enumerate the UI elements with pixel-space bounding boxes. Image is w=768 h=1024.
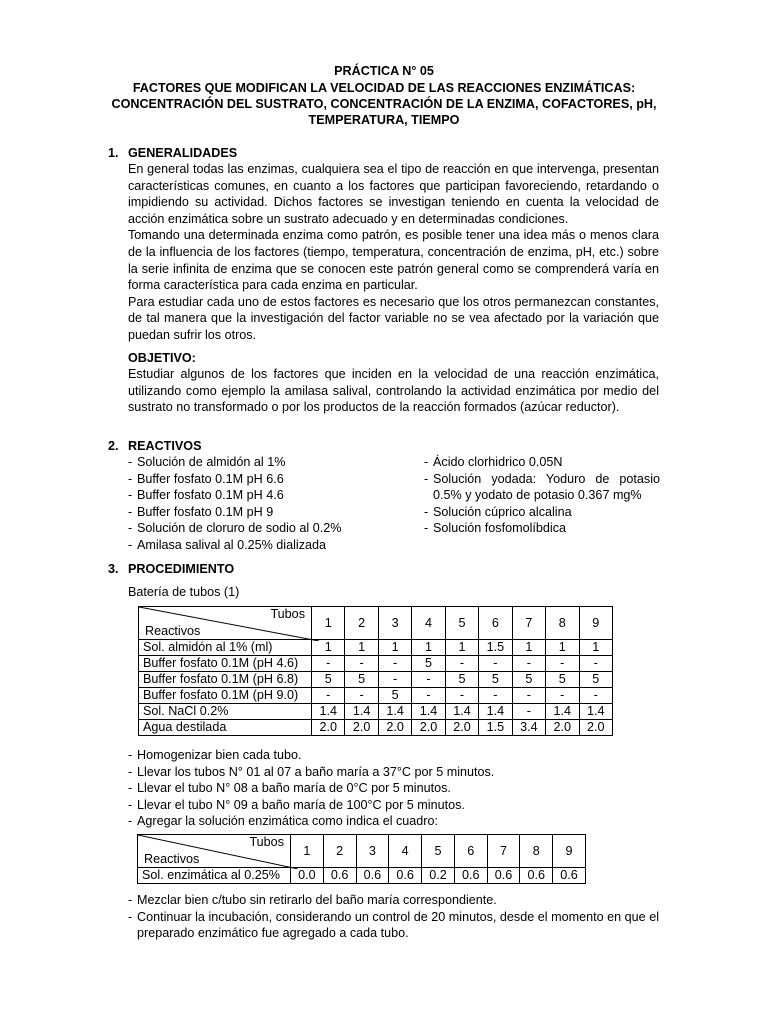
reagent-item: - Ácido clorhidrico 0.05N bbox=[424, 455, 563, 469]
row-label: Buffer fosfato 0.1M (pH 6.8) bbox=[139, 672, 312, 688]
reagent-item: - Buffer fosfato 0.1M pH 6.6 bbox=[128, 471, 284, 486]
section-number: 2. bbox=[108, 439, 119, 453]
table-row bbox=[139, 640, 613, 656]
table-cell: 1 bbox=[345, 640, 378, 656]
table-cell: 0.0 bbox=[291, 868, 324, 884]
tube-header: 3 bbox=[356, 835, 389, 868]
tube-header: 2 bbox=[323, 835, 356, 868]
steps-list-1 bbox=[128, 747, 668, 830]
reagent-item: - Buffer fosfato 0.1M pH 9 bbox=[128, 504, 274, 519]
tube-header: 7 bbox=[487, 835, 520, 868]
tube-header: 1 bbox=[312, 607, 345, 640]
table-cell: 0.6 bbox=[520, 868, 553, 884]
table-cell: - bbox=[546, 656, 579, 672]
corner-cell bbox=[138, 835, 291, 868]
section-number: 1. bbox=[108, 146, 119, 160]
tube-header: 9 bbox=[579, 607, 613, 640]
table-cell: - bbox=[512, 688, 545, 704]
table-cell: 2.0 bbox=[345, 720, 378, 736]
table-cell: 1.4 bbox=[345, 704, 378, 720]
tubes-table-2 bbox=[137, 834, 586, 884]
corner-bottom-label: Reactivos bbox=[145, 624, 201, 638]
corner-top-label: Tubos bbox=[270, 607, 305, 621]
table-cell: 1.4 bbox=[546, 704, 579, 720]
table-cell: 0.6 bbox=[323, 868, 356, 884]
corner-bottom-label: Reactivos bbox=[144, 852, 200, 866]
table-cell: 0.6 bbox=[553, 868, 586, 884]
table-row bbox=[139, 720, 613, 736]
step-item: - Continuar la incubación, considerando un control de 20 minutos, desde el momento en que el preparado enzimático fue agregado a cada tubo. bbox=[128, 909, 659, 941]
section-generalidades-heading bbox=[108, 145, 237, 162]
reagent-item: - Buffer fosfato 0.1M pH 4.6 bbox=[128, 488, 284, 503]
table-cell: - bbox=[378, 672, 411, 688]
row-label: Sol. enzimática al 0.25% bbox=[138, 868, 291, 884]
paragraph: Tomando una determinada enzima como patrón, es posible tener una idea más o menos clara de la influencia de los factores (tiempo, temperatura, concentración de enzima, pH, etc.) sobre la serie infinita de enzima que se conocen este patrón general como se comprenderá varía en forma característica para cada enzima en particular. bbox=[128, 228, 659, 293]
table-cell: - bbox=[345, 688, 378, 704]
table-cell: 1.4 bbox=[312, 704, 345, 720]
step-item: - Llevar el tubo N° 09 a baño maría de 100°C por 5 minutos. bbox=[128, 797, 465, 812]
table-cell: - bbox=[412, 688, 445, 704]
table-cell: 0.6 bbox=[487, 868, 520, 884]
table-cell: - bbox=[345, 656, 378, 672]
table-cell: 0.2 bbox=[422, 868, 455, 884]
section-title: GENERALIDADES bbox=[128, 146, 238, 160]
step-item: - Mezclar bien c/tubo sin retirarlo del baño maría correspondiente. bbox=[128, 893, 497, 907]
table-cell: 5 bbox=[312, 672, 345, 688]
table-cell: - bbox=[546, 688, 579, 704]
table-cell: 1 bbox=[312, 640, 345, 656]
tube-header: 5 bbox=[422, 835, 455, 868]
section-procedimiento-heading bbox=[108, 561, 234, 578]
tube-header: 4 bbox=[412, 607, 445, 640]
table-cell: 5 bbox=[512, 672, 545, 688]
table-cell: - bbox=[445, 656, 478, 672]
table-cell: 5 bbox=[345, 672, 378, 688]
tube-header: 2 bbox=[345, 607, 378, 640]
corner-cell bbox=[139, 607, 312, 640]
paragraph: En general todas las enzimas, cualquiera sea el tipo de reacción en que intervenga, presentan características comunes, en cuanto a los factores que participan favoreciendo, retardando o impidiendo su actividad. Dichos factores se investigan teniendo en cuenta la velocidad de acción enzimática sobre un sustrato adecuado y en determinadas condiciones. bbox=[128, 162, 659, 226]
reagent-item: - Solución yodada: Yoduro de potasio 0.5% y yodato de potasio 0.367 mg% bbox=[424, 471, 660, 503]
objetivo-heading: OBJETIVO: bbox=[128, 351, 196, 365]
tube-header: 8 bbox=[546, 607, 579, 640]
table-cell: 1.5 bbox=[479, 720, 512, 736]
table-cell: - bbox=[312, 688, 345, 704]
table-row bbox=[139, 704, 613, 720]
table-cell: 1 bbox=[378, 640, 411, 656]
table-cell: 5 bbox=[479, 672, 512, 688]
section-reactivos-heading bbox=[108, 438, 201, 455]
table-cell: - bbox=[412, 672, 445, 688]
reagent-item: - Solución fosfomolíbdica bbox=[424, 521, 567, 536]
table-cell: 1.4 bbox=[479, 704, 512, 720]
table-row bbox=[139, 656, 613, 672]
table-cell: 2.0 bbox=[546, 720, 579, 736]
row-label: Sol. NaCl 0.2% bbox=[139, 704, 312, 720]
row-label: Agua destilada bbox=[139, 720, 312, 736]
bateria-label: Batería de tubos (1) bbox=[128, 585, 240, 599]
table-cell: - bbox=[445, 688, 478, 704]
reagent-item: - Solución de almidón al 1% bbox=[128, 455, 286, 469]
row-label: Sol. almidón al 1% (ml) bbox=[139, 640, 312, 656]
title-line-2: CONCENTRACIÓN DEL SUSTRATO, CONCENTRACIÓN DE LA ENZIMA, COFACTORES, pH, bbox=[111, 97, 657, 111]
table-cell: 1.4 bbox=[412, 704, 445, 720]
table-header-row bbox=[138, 835, 586, 868]
tube-header: 9 bbox=[553, 835, 586, 868]
practice-number: PRÁCTICA N° 05 bbox=[334, 64, 434, 78]
tube-header: 1 bbox=[291, 835, 324, 868]
tube-header: 6 bbox=[479, 607, 512, 640]
table-cell: 1 bbox=[512, 640, 545, 656]
table-cell: 2.0 bbox=[312, 720, 345, 736]
table-cell: 3.4 bbox=[512, 720, 545, 736]
row-label: Buffer fosfato 0.1M (pH 4.6) bbox=[139, 656, 312, 672]
table-cell: 0.6 bbox=[356, 868, 389, 884]
objetivo-text: Estudiar algunos de los factores que inciden en la velocidad de una reacción enzimática, utilizando como ejemplo la amilasa salival, controlando la actividad enzimática por medio del sustrato no transformado o por los productos de la reacción formados (azúcar reductor). bbox=[128, 367, 659, 415]
tube-header: 6 bbox=[454, 835, 487, 868]
tube-header: 5 bbox=[445, 607, 478, 640]
step-item: - Homogenizar bien cada tubo. bbox=[128, 748, 302, 762]
table-cell: 1.4 bbox=[378, 704, 411, 720]
table-cell: 5 bbox=[412, 656, 445, 672]
table-cell: 2.0 bbox=[445, 720, 478, 736]
table-row bbox=[139, 672, 613, 688]
section-title: REACTIVOS bbox=[128, 439, 202, 453]
step-item: - Llevar el tubo N° 08 a baño maría de 0°C por 5 minutos. bbox=[128, 781, 451, 796]
table-cell: - bbox=[579, 688, 613, 704]
reagent-item: - Solución de cloruro de sodio al 0.2% bbox=[128, 521, 342, 536]
steps-list-2 bbox=[128, 892, 659, 942]
table-cell: 5 bbox=[378, 688, 411, 704]
reagent-item: - Amilasa salival al 0.25% dializada bbox=[128, 537, 327, 552]
paragraph: Para estudiar cada uno de estos factores es necesario que los otros permanezcan constantes, de tal manera que la investigación del factor variable no se vea afectado por la variación que puedan sufrir los otros. bbox=[128, 294, 659, 342]
table-cell: 1 bbox=[445, 640, 478, 656]
tube-header: 4 bbox=[389, 835, 422, 868]
tube-header: 3 bbox=[378, 607, 411, 640]
generalidades-body bbox=[128, 161, 659, 344]
table-cell: 2.0 bbox=[378, 720, 411, 736]
table-row bbox=[138, 868, 586, 884]
table-cell: 0.6 bbox=[389, 868, 422, 884]
reactivos-right-list bbox=[424, 454, 660, 537]
title-line-3: TEMPERATURA, TIEMPO bbox=[308, 113, 460, 127]
table-cell: 5 bbox=[546, 672, 579, 688]
section-title: PROCEDIMIENTO bbox=[128, 562, 235, 576]
table-cell: - bbox=[479, 688, 512, 704]
table-cell: - bbox=[512, 704, 545, 720]
tube-header: 8 bbox=[520, 835, 553, 868]
table-cell: 2.0 bbox=[579, 720, 613, 736]
table-cell: - bbox=[378, 656, 411, 672]
reactivos-left-list bbox=[128, 454, 418, 554]
title-line-1: FACTORES QUE MODIFICAN LA VELOCIDAD DE LAS REACCIONES ENZIMÁTICAS: bbox=[132, 81, 636, 95]
corner-top-label: Tubos bbox=[249, 835, 284, 849]
section-number: 3. bbox=[108, 562, 119, 576]
table-cell: 1.4 bbox=[579, 704, 613, 720]
row-label: Buffer fosfato 0.1M (pH 9.0) bbox=[139, 688, 312, 704]
table-row bbox=[139, 688, 613, 704]
table-cell: 1.5 bbox=[479, 640, 512, 656]
table-cell: 1 bbox=[412, 640, 445, 656]
step-item: - Llevar los tubos N° 01 al 07 a baño maría a 37°C por 5 minutos. bbox=[128, 764, 495, 779]
table-cell: 5 bbox=[445, 672, 478, 688]
table-cell: 1.4 bbox=[445, 704, 478, 720]
step-item: - Agregar la solución enzimática como indica el cuadro: bbox=[128, 814, 439, 829]
table-header-row bbox=[139, 607, 613, 640]
table-cell: - bbox=[312, 656, 345, 672]
table-cell: - bbox=[479, 656, 512, 672]
table-cell: 1 bbox=[546, 640, 579, 656]
table-cell: - bbox=[579, 656, 613, 672]
table-cell: 1 bbox=[579, 640, 613, 656]
reagent-item: - Solución cúprico alcalina bbox=[424, 504, 572, 519]
tube-header: 7 bbox=[512, 607, 545, 640]
table-cell: - bbox=[512, 656, 545, 672]
tubes-table-1 bbox=[138, 606, 613, 736]
table-cell: 5 bbox=[579, 672, 613, 688]
table-cell: 0.6 bbox=[454, 868, 487, 884]
table-cell: 2.0 bbox=[412, 720, 445, 736]
